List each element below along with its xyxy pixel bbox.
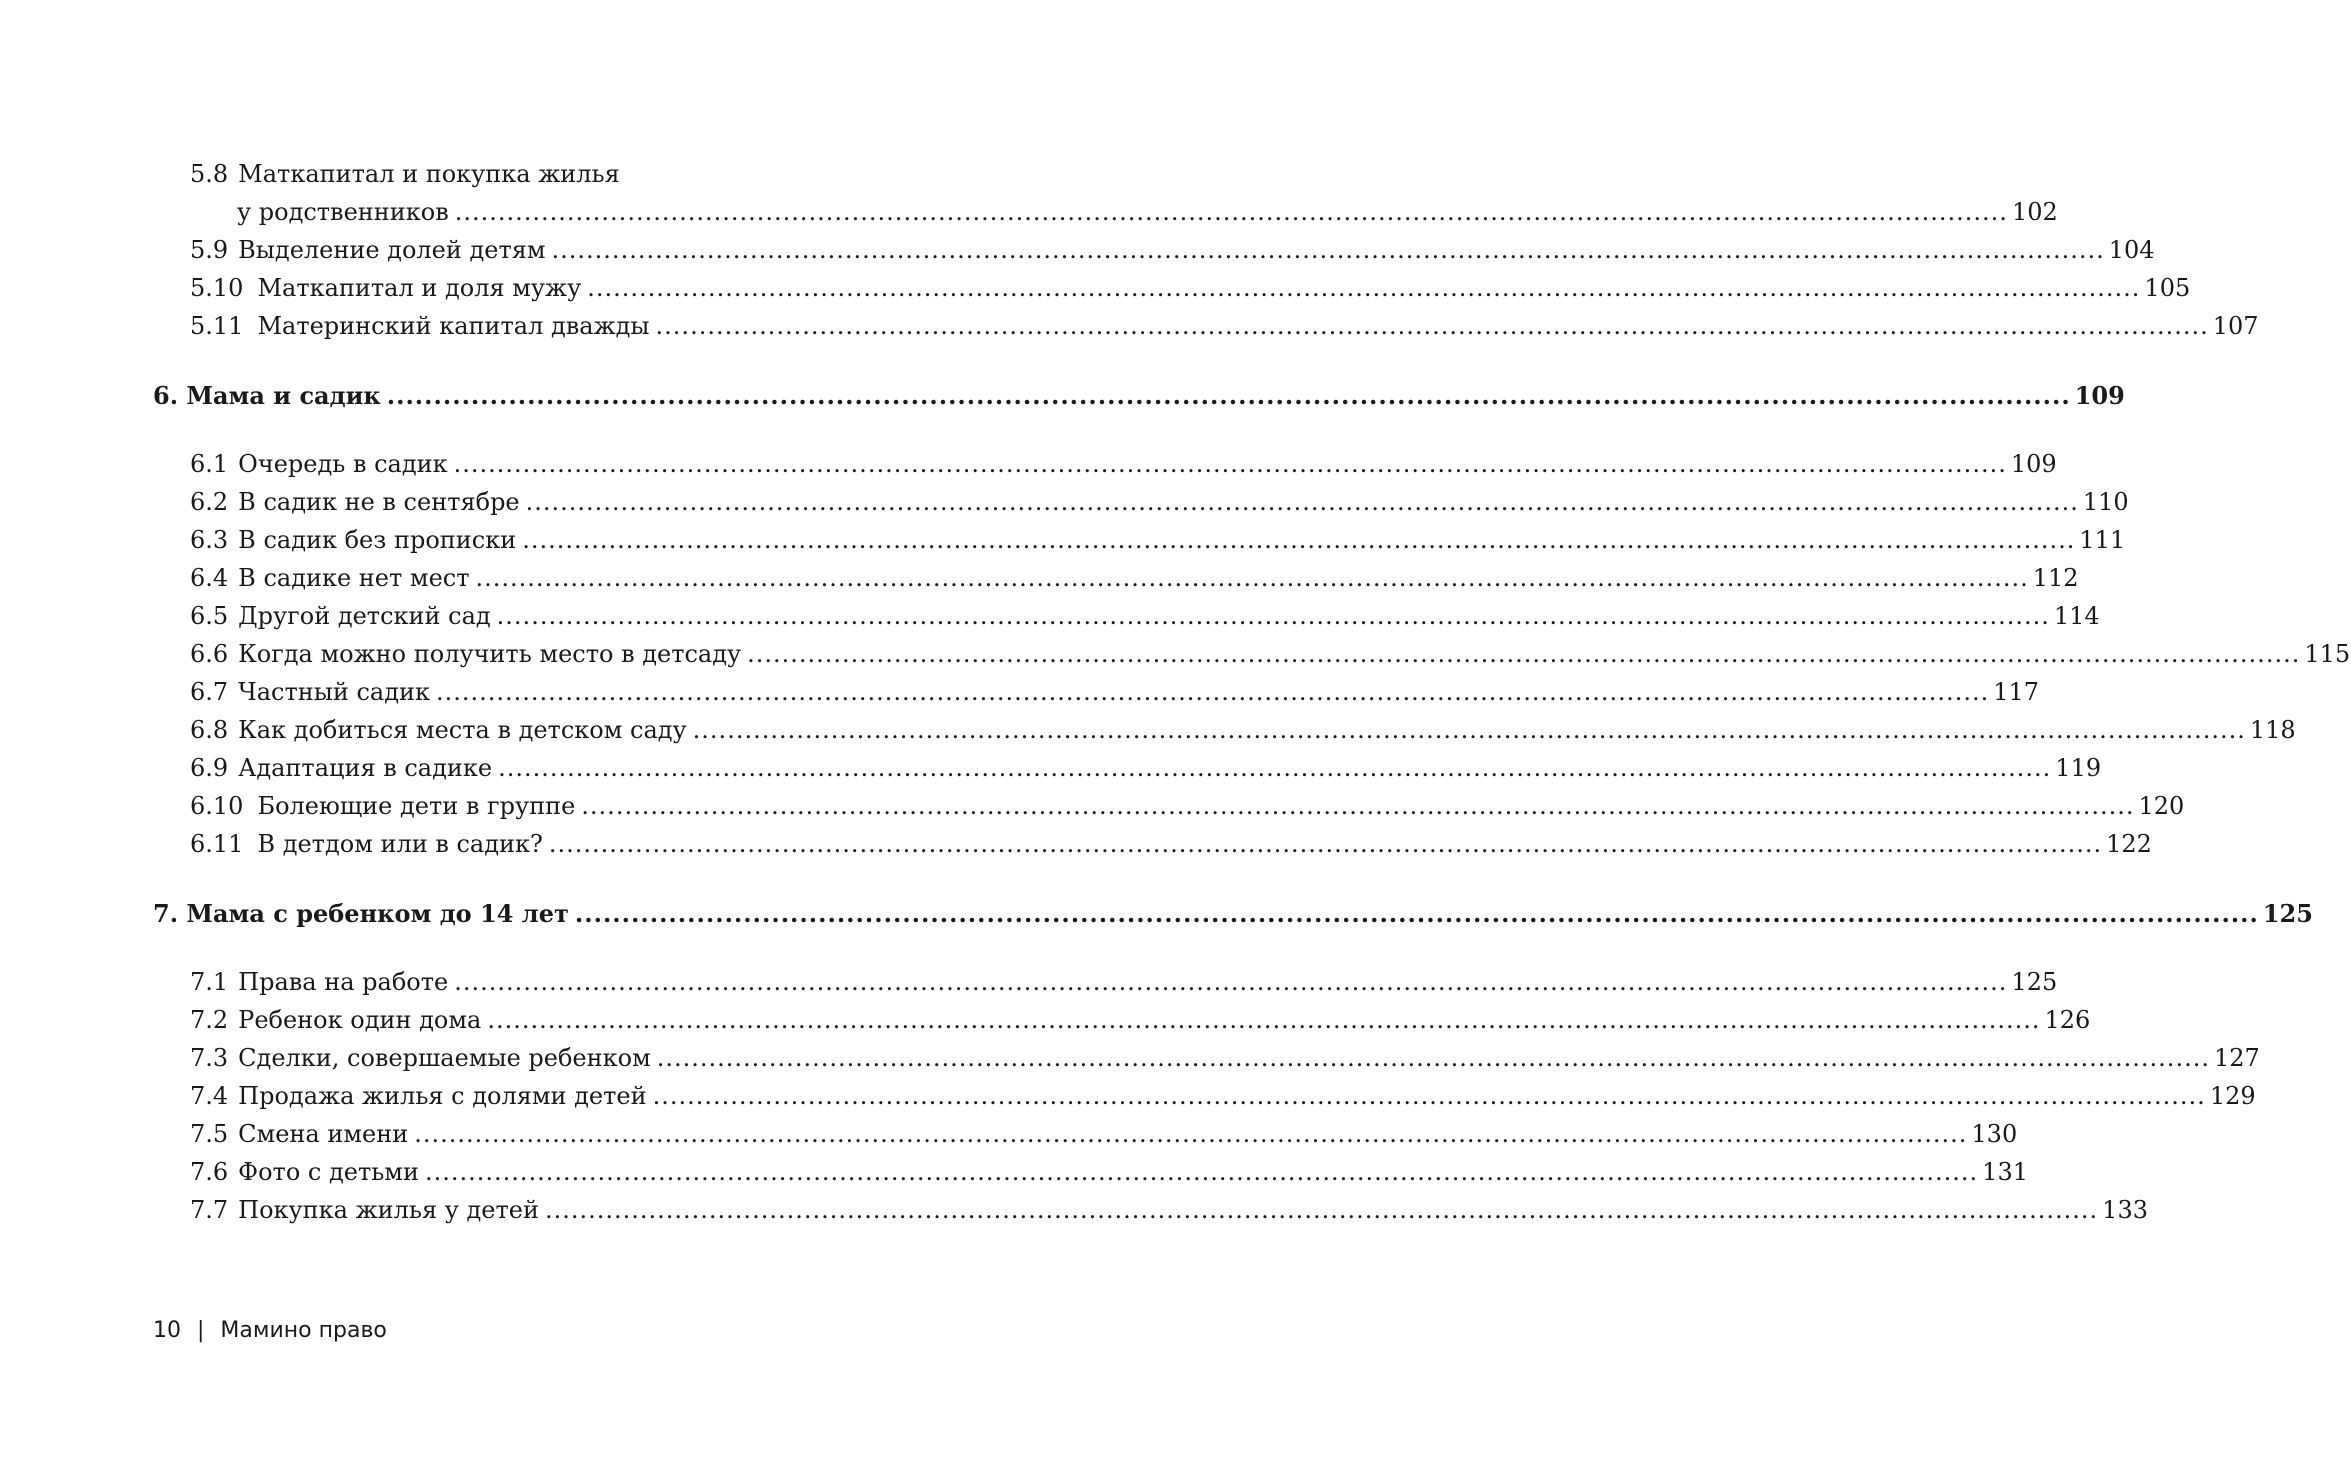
toc-entry-6-9[interactable] bbox=[190, 750, 2102, 786]
toc-entry-title: Маткапитал и покупка жилья bbox=[238, 160, 620, 188]
toc-leader-dots: .................................................................................................................................................................................... bbox=[453, 450, 2007, 478]
toc-chapter-title: 7. Мама с ребенком до 14 лет bbox=[153, 899, 569, 928]
toc-entry-7-7[interactable] bbox=[190, 1192, 2148, 1228]
toc-leader-dots: .................................................................................................................................................................................... bbox=[551, 236, 2105, 264]
toc-leader-dots: .................................................................................................................................................................................... bbox=[544, 1196, 2099, 1224]
toc-entry-title: Как добиться места в детском саду bbox=[238, 716, 687, 744]
toc-entry-page: 133 bbox=[2102, 1196, 2148, 1224]
toc-entry-title: Покупка жилья у детей bbox=[238, 1196, 539, 1224]
toc-leader-dots: .................................................................................................................................................................................... bbox=[487, 1006, 2041, 1034]
toc-leader-dots: .................................................................................................................................................................................... bbox=[747, 640, 2301, 668]
toc-entry-title: Очередь в садик bbox=[238, 450, 448, 478]
toc-entry-6-6[interactable] bbox=[190, 636, 2350, 672]
toc-entry-6-5[interactable] bbox=[190, 598, 2100, 634]
toc-entry-6-2[interactable] bbox=[190, 484, 2129, 520]
toc-entry-title: Частный садик bbox=[238, 678, 430, 706]
toc-entry-page: 122 bbox=[2106, 830, 2152, 858]
footer-book-title: Мамино право bbox=[220, 1318, 387, 1343]
toc-leader-dots: .................................................................................................................................................................................... bbox=[655, 312, 2209, 340]
toc-leader-dots: .................................................................................................................................................................................... bbox=[498, 754, 2052, 782]
toc-entry-7-1[interactable] bbox=[190, 964, 2058, 1000]
toc-entry-page: 111 bbox=[2079, 526, 2126, 554]
toc-entry-number: 6.5 bbox=[190, 602, 229, 630]
toc-entry-page: 118 bbox=[2249, 716, 2296, 744]
toc-entry-page: 119 bbox=[2055, 754, 2102, 782]
toc-entry-5-10[interactable] bbox=[190, 270, 2191, 306]
toc-leader-dots: .................................................................................................................................................................................... bbox=[581, 792, 2135, 820]
toc-entry-number: 6.4 bbox=[190, 564, 229, 592]
toc-entry-page: 115 bbox=[2304, 640, 2350, 668]
footer-page-number: 10 bbox=[153, 1318, 181, 1343]
toc-entry-5-8-continuation[interactable] bbox=[237, 194, 2058, 230]
toc-entry-number: 6.7 bbox=[190, 678, 229, 706]
toc-entry-page: 126 bbox=[2044, 1006, 2091, 1034]
toc-entry-6-7[interactable] bbox=[190, 674, 2040, 710]
toc-entry-number: 7.6 bbox=[190, 1158, 229, 1186]
toc-entry-title: Фото с детьми bbox=[238, 1158, 419, 1186]
toc-entry-page: 129 bbox=[2209, 1082, 2256, 1110]
toc-leader-dots: .................................................................................................................................................................................... bbox=[548, 830, 2103, 858]
toc-leader-dots: .................................................................................................................................................................................... bbox=[522, 526, 2076, 554]
toc-entry-number: 6.8 bbox=[190, 716, 229, 744]
toc-entry-title: Права на работе bbox=[238, 968, 449, 996]
toc-leader-dots: .................................................................................................................................................................................... bbox=[692, 716, 2246, 744]
toc-entry-title: В садик не в сентябре bbox=[238, 488, 520, 516]
toc-leader-dots: .................................................................................................................................................................................... bbox=[574, 899, 2259, 928]
toc-entry-number: 6.6 bbox=[190, 640, 229, 668]
toc-leader-dots: .................................................................................................................................................................................... bbox=[436, 678, 1990, 706]
toc-entry-number: 6.2 bbox=[190, 488, 229, 516]
toc-entry-7-6[interactable] bbox=[190, 1154, 2028, 1190]
toc-leader-dots: .................................................................................................................................................................................... bbox=[454, 198, 2008, 226]
toc-entry-number: 6.3 bbox=[190, 526, 229, 554]
toc-entry-title-continued: у родственников bbox=[237, 198, 449, 226]
toc-entry-7-4[interactable] bbox=[190, 1078, 2256, 1114]
toc-leader-dots: .................................................................................................................................................................................... bbox=[386, 381, 2071, 410]
toc-entry-number: 7.1 bbox=[190, 968, 229, 996]
toc-entry-6-11[interactable] bbox=[190, 826, 2152, 862]
toc-chapter-title: 6. Мама и садик bbox=[153, 381, 381, 410]
toc-entry-6-3[interactable] bbox=[190, 522, 2126, 558]
toc-entry-page: 110 bbox=[2082, 488, 2129, 516]
toc-entry-7-2[interactable] bbox=[190, 1002, 2091, 1038]
toc-leader-dots: .................................................................................................................................................................................... bbox=[424, 1158, 1979, 1186]
toc-entry-number: 6.9 bbox=[190, 754, 229, 782]
toc-entry-title: В садике нет мест bbox=[238, 564, 470, 592]
toc-chapter-6[interactable] bbox=[153, 378, 2125, 414]
toc-entry-page: 104 bbox=[2108, 236, 2155, 264]
toc-leader-dots: .................................................................................................................................................................................... bbox=[496, 602, 2050, 630]
toc-entry-number: 6.1 bbox=[190, 450, 229, 478]
toc-leader-dots: .................................................................................................................................................................................... bbox=[475, 564, 2029, 592]
toc-entry-page: 127 bbox=[2213, 1044, 2260, 1072]
toc-entry-title: В детдом или в садик? bbox=[257, 830, 543, 858]
toc-entry-number: 7.3 bbox=[190, 1044, 229, 1072]
toc-leader-dots: .................................................................................................................................................................................... bbox=[656, 1044, 2210, 1072]
toc-entry-number: 7.7 bbox=[190, 1196, 229, 1224]
toc-leader-dots: .................................................................................................................................................................................... bbox=[454, 968, 2008, 996]
toc-leader-dots: .................................................................................................................................................................................... bbox=[652, 1082, 2206, 1110]
toc-entry-title: Сделки, совершаемые ребенком bbox=[238, 1044, 651, 1072]
toc-leader-dots: .................................................................................................................................................................................... bbox=[414, 1120, 1968, 1148]
toc-leader-dots: .................................................................................................................................................................................... bbox=[525, 488, 2079, 516]
toc-entry-page: 107 bbox=[2212, 312, 2259, 340]
toc-entry-number: 7.2 bbox=[190, 1006, 229, 1034]
toc-entry-page: 120 bbox=[2138, 792, 2185, 820]
toc-entry-7-5[interactable] bbox=[190, 1116, 2018, 1152]
footer-separator: | bbox=[197, 1318, 205, 1343]
toc-chapter-page: 109 bbox=[2074, 381, 2125, 410]
toc-entry-title: Ребенок один дома bbox=[238, 1006, 482, 1034]
toc-entry-page: 125 bbox=[2011, 968, 2058, 996]
toc-entry-6-10[interactable] bbox=[190, 788, 2185, 824]
toc-chapter-7[interactable] bbox=[153, 896, 2313, 932]
toc-entry-title: Когда можно получить место в детсаду bbox=[238, 640, 742, 668]
toc-entry-number: 5.9 bbox=[190, 236, 229, 264]
toc-entry-number: 5.11 bbox=[190, 312, 244, 340]
toc-entry-page: 112 bbox=[2032, 564, 2079, 592]
toc-entry-title: Продажа жилья с долями детей bbox=[238, 1082, 647, 1110]
toc-entry-page: 117 bbox=[1993, 678, 2040, 706]
toc-entry-title: Адаптация в садике bbox=[238, 754, 493, 782]
toc-entry-title: В садик без прописки bbox=[238, 526, 517, 554]
toc-entry-title: Материнский капитал дважды bbox=[257, 312, 650, 340]
toc-entry-page: 105 bbox=[2144, 274, 2191, 302]
toc-entry-5-8[interactable] bbox=[190, 156, 862, 192]
toc-entry-page: 102 bbox=[2011, 198, 2058, 226]
toc-entry-page: 130 bbox=[1971, 1120, 2018, 1148]
toc-entry-6-8[interactable] bbox=[190, 712, 2296, 748]
toc-entry-title: Смена имени bbox=[238, 1120, 409, 1148]
toc-entry-6-1[interactable] bbox=[190, 446, 2057, 482]
toc-entry-7-3[interactable] bbox=[190, 1040, 2260, 1076]
toc-entry-page: 109 bbox=[2010, 450, 2057, 478]
toc-leader-dots: .................................................................................................................................................................................... bbox=[587, 274, 2141, 302]
toc-entry-number: 7.5 bbox=[190, 1120, 229, 1148]
toc-entry-title: Маткапитал и доля мужу bbox=[257, 274, 582, 302]
toc-entry-5-11[interactable] bbox=[190, 308, 2259, 344]
toc-entry-title: Выделение долей детям bbox=[238, 236, 546, 264]
toc-entry-number: 7.4 bbox=[190, 1082, 229, 1110]
toc-entry-6-4[interactable] bbox=[190, 560, 2079, 596]
toc-entry-5-9[interactable] bbox=[190, 232, 2155, 268]
toc-entry-number: 6.10 bbox=[190, 792, 244, 820]
toc-entry-number: 6.11 bbox=[190, 830, 244, 858]
toc-entry-number: 5.8 bbox=[190, 160, 229, 188]
toc-entry-title: Болеющие дети в группе bbox=[257, 792, 576, 820]
toc-entry-title: Другой детский сад bbox=[238, 602, 491, 630]
toc-entry-number: 5.10 bbox=[190, 274, 244, 302]
toc-entry-page: 131 bbox=[1982, 1158, 2028, 1186]
page-footer bbox=[153, 1318, 387, 1343]
toc-entry-page: 114 bbox=[2053, 602, 2100, 630]
toc-chapter-page: 125 bbox=[2262, 899, 2313, 928]
